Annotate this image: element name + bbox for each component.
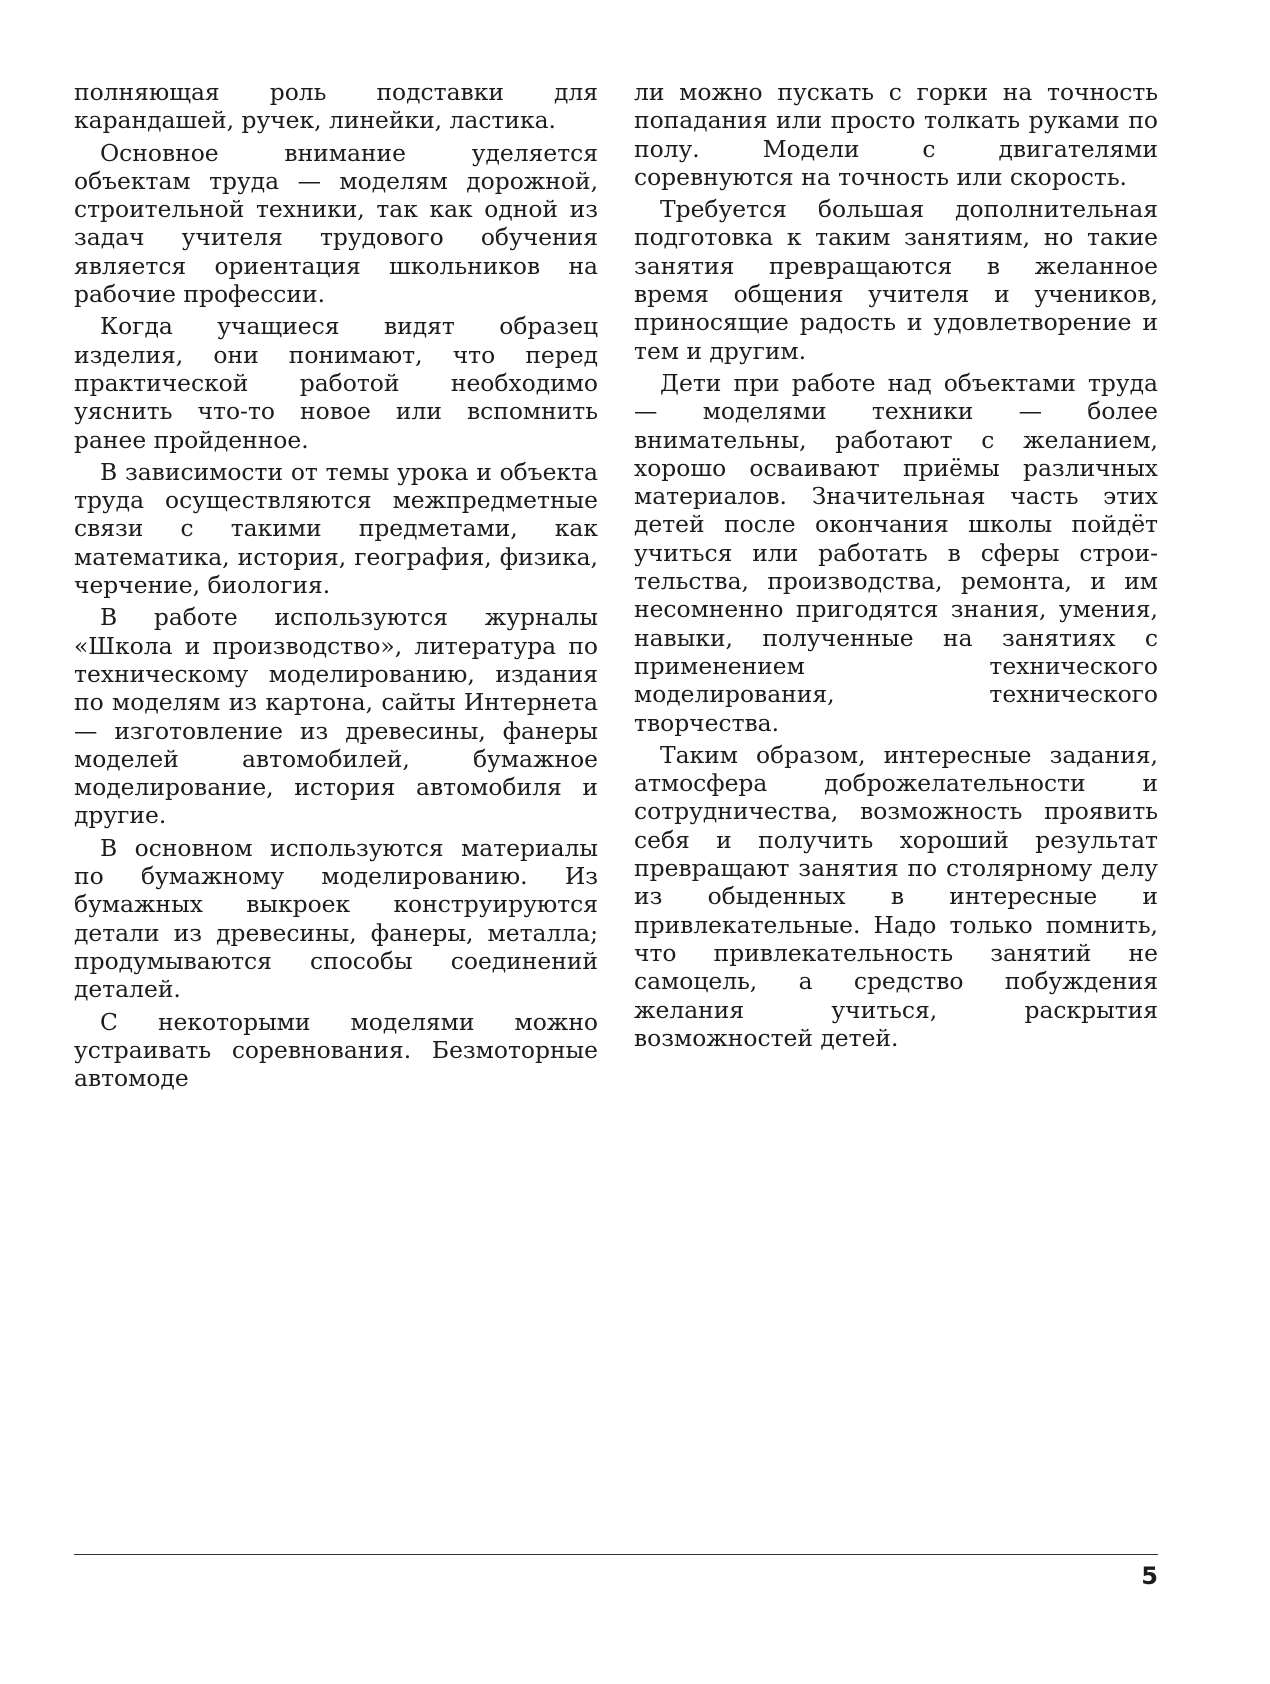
paragraph: С некоторыми моделями можно устраивать соревнования. Безмоторные автомоде: [74, 1007, 598, 1093]
paragraph: Таким образом, интересные задания, атмосфера доброжелательности и сотрудничества, возможность проявить себя и получить хороший результат превращают занятия по столярному делу из обыденных в интересные и привлекательные. Надо только помнить, что привлекательность занятий не самоцель, а средство побуждения желания учиться, раскрытия возможностей детей.: [634, 740, 1158, 1052]
paragraph: Дети при работе над объектами труда — моделями техники — более внимательны, работают с желанием, хорошо осваивают приёмы различных материалов. Значительная часть этих детей после окончания школы пойдёт учиться или работать в сферы строительства, производства, ремонта, и им несомненно пригодятся знания, умения, навыки, полученные на занятиях с применением технического моделирования, технического творчества.: [634, 368, 1158, 737]
left-text-column: [74, 78, 598, 1096]
paragraph: В зависимости от темы урока и объекта труда осуществляются межпредметные связи с такими предметами, как математика, история, география, физика, черчение, биология.: [74, 457, 598, 600]
paragraph: В основном используются материалы по бумажному моделированию. Из бумажных выкроек конструируются детали из древесины, фанеры, металла; продумываются способы соединений деталей.: [74, 833, 598, 1004]
paragraph: полняющая роль подставки для карандашей, ручек, линейки, ластика.: [74, 78, 598, 135]
paragraph: Когда учащиеся видят образец изделия, они понимают, что перед практической работой необходимо уяснить что-то новое или вспомнить ранее пройденное.: [74, 312, 598, 454]
right-text-column: [634, 78, 1158, 1056]
page-number: 5: [1141, 1562, 1158, 1590]
paragraph: ли можно пускать с горки на точность попадания или просто толкать руками по полу. Модели с двигателями соревнуются на точность или скорость.: [634, 78, 1158, 191]
paragraph: В работе используются журналы «Школа и производство», литература по техническому моделированию, издания по моделям из картона, сайты Интернета — изготовление из древесины, фанеры моделей автомобилей, бумажное моделирование, история автомобиля и другие.: [74, 603, 598, 830]
paragraph: Основное внимание уделяется объектам труда — моделям дорожной, строительной техники, так как одной из задач учителя трудового обучения является ориентация школьников на рабочие профессии.: [74, 138, 598, 309]
footer-divider: [74, 1554, 1158, 1555]
paragraph: Требуется большая дополнительная подготовка к таким занятиям, но такие занятия превращаются в желанное время общения учителя и учеников, приносящие радость и удовлетворение и тем и другим.: [634, 195, 1158, 365]
